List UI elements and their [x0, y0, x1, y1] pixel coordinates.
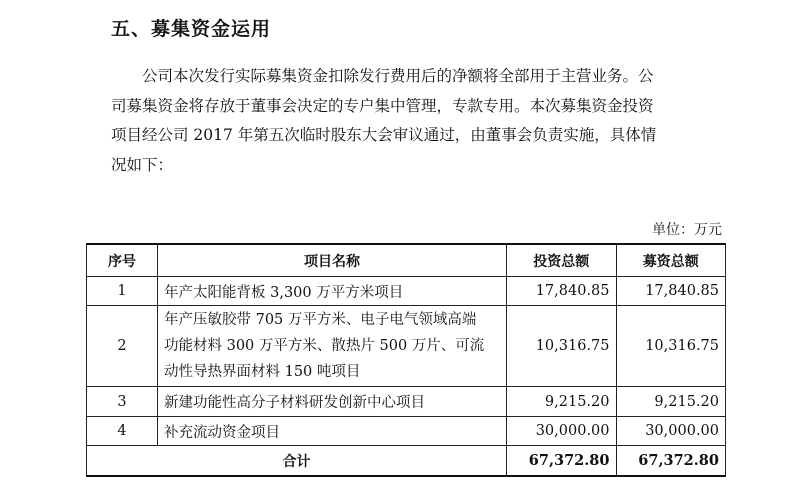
table-row	[87, 387, 726, 417]
row-investment: 9,215.20	[507, 387, 617, 417]
total-raised: 67,372.80	[616, 446, 726, 477]
section-heading: 五、募集资金运用	[111, 18, 272, 40]
row-raised: 10,316.75	[616, 306, 726, 387]
row-investment: 17,840.85	[507, 277, 617, 306]
row-investment: 30,000.00	[507, 417, 617, 446]
row-seq: 1	[87, 277, 158, 306]
header-investment-total: 投资总额	[507, 244, 617, 277]
row-raised: 9,215.20	[616, 387, 726, 417]
paragraph-line: 项目经公司 2017 年第五次临时股东大会审议通过，由董事会负责实施，具体情	[111, 126, 657, 144]
section-paragraph	[111, 62, 731, 180]
row-seq: 3	[87, 387, 158, 417]
project-name-line: 年产压敏胶带 705 万平方米、电子电气领域高端	[164, 312, 477, 328]
unit-label: 单位：万元	[652, 222, 722, 238]
total-investment: 67,372.80	[507, 446, 617, 477]
row-seq: 4	[87, 417, 158, 446]
header-raised-total: 募资总额	[616, 244, 726, 277]
table-row	[87, 417, 726, 446]
row-project-name	[158, 306, 507, 387]
paragraph-line: 司募集资金将存放于董事会决定的专户集中管理，专款专用。本次募集资金投资	[111, 96, 654, 115]
row-project-name: 新建功能性高分子材料研发创新中心项目	[158, 387, 507, 417]
header-seq: 序号	[87, 244, 158, 277]
row-raised: 30,000.00	[616, 417, 726, 446]
row-seq: 2	[87, 306, 158, 387]
header-project-name: 项目名称	[158, 244, 507, 277]
table-total-row	[87, 446, 726, 477]
table-header-row	[87, 244, 726, 277]
table-row	[87, 306, 726, 387]
project-name-line: 动性导热界面材料 150 吨项目	[164, 364, 361, 380]
row-project-name: 补充流动资金项目	[158, 417, 507, 446]
table-row	[87, 277, 726, 306]
row-raised: 17,840.85	[616, 277, 726, 306]
funds-usage-table	[86, 243, 726, 477]
row-investment: 10,316.75	[507, 306, 617, 387]
paragraph-line: 况如下：	[111, 155, 174, 174]
paragraph-line: 公司本次发行实际募集资金扣除发行费用后的净额将全部用于主营业务。公	[142, 67, 654, 85]
project-name-line: 功能材料 300 万平方米、散热片 500 万片、可流	[164, 338, 485, 354]
total-label: 合计	[87, 446, 507, 477]
row-project-name: 年产太阳能背板 3,300 万平方米项目	[158, 277, 507, 306]
